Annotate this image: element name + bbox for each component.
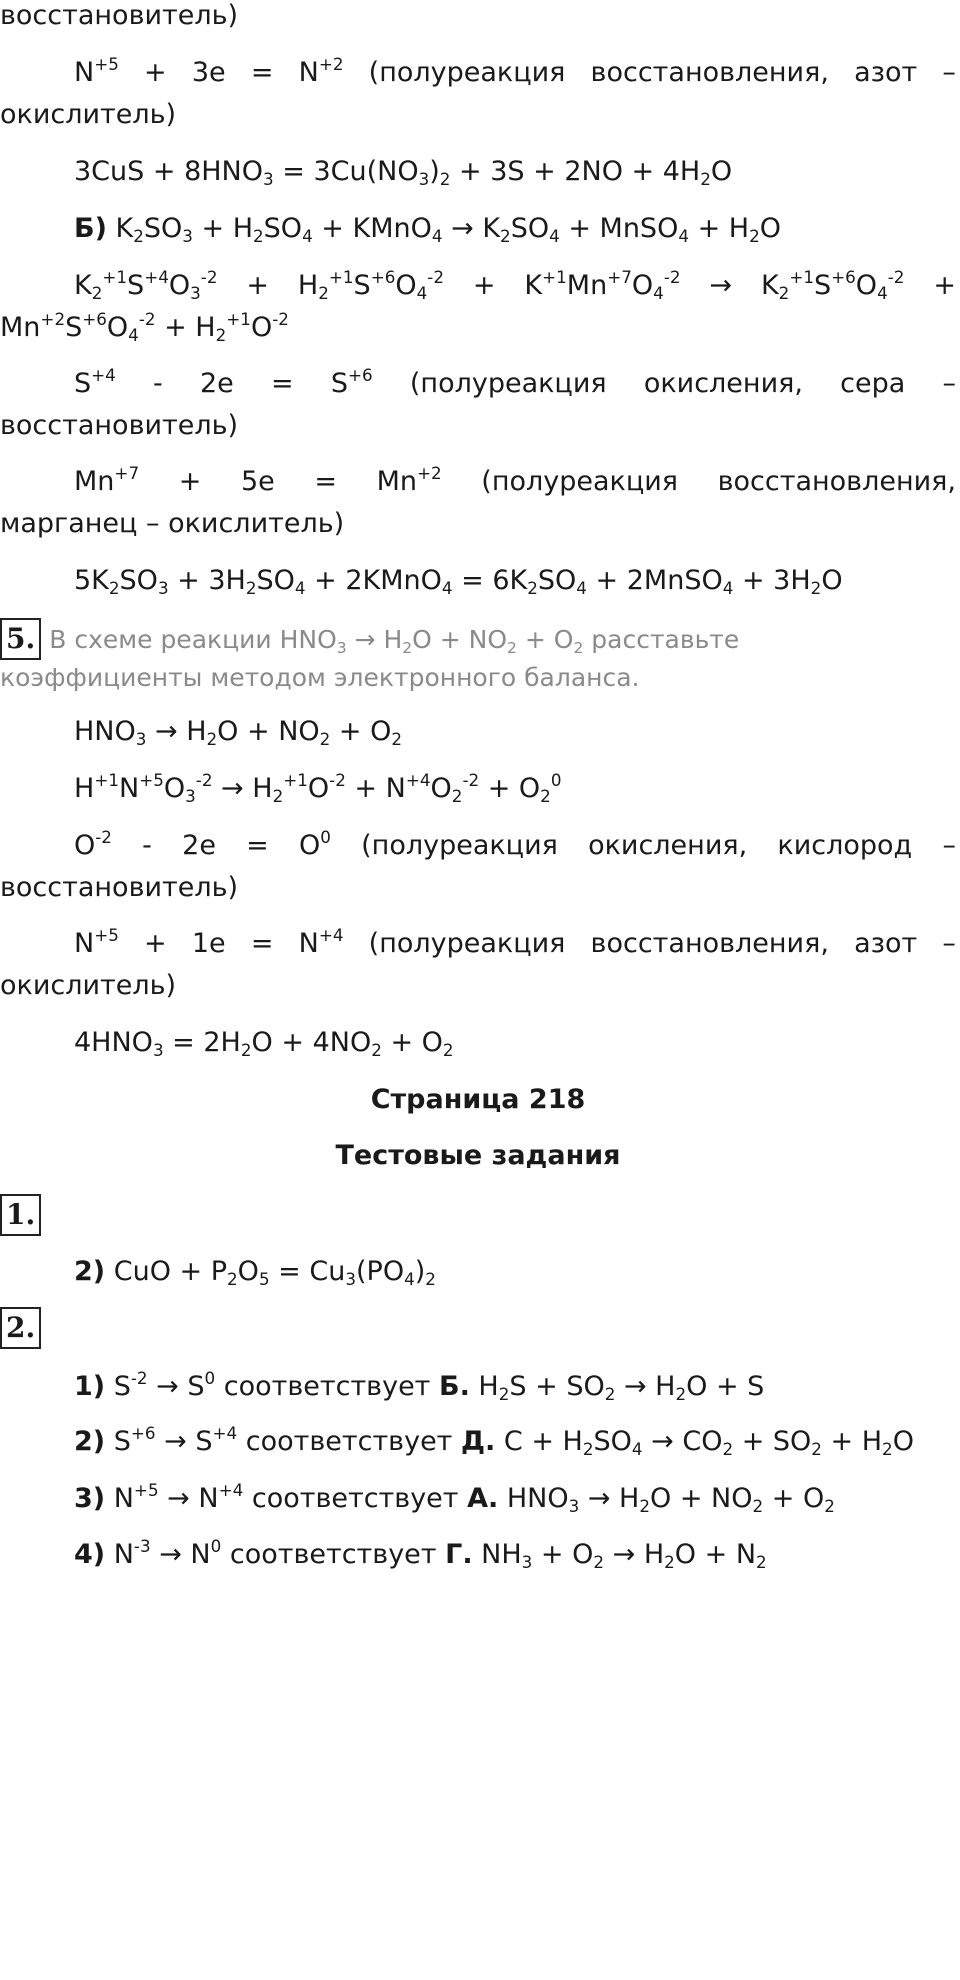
- text-line: марганец – окислитель): [0, 508, 345, 539]
- half-reaction-reduction-nitrogen-2: $N^{+5} + 1e = N^{+4}$ (полуреакция восстановления, азот –: [74, 925, 956, 959]
- equation-k2so3: $5K_2SO_3 + 3H_2SO_4$ + 2KMnO$_4$ = $6K_2SO_4$ + 2MnSO$_4$ + $3H_2O$: [74, 565, 843, 599]
- oxidation-states-b: $K_2^{+1}S^{+4}O_3^{-2} + H_2^{+1}S^{+6}O_4^{-2} + K^{+1}Mn^{+7}O_4^{-2} \to K_2^{+1}S^{+6}O_4^{-2}$ +: [74, 267, 956, 304]
- test-2-item: 1) $S^{-2} \to S^0$ соответствует Б. $H_2S + SO_2 \to H_2O + S$: [74, 1368, 765, 1405]
- text-line: восстановитель): [0, 410, 239, 441]
- oxidation-states-b-cont: $Mn^{+2}S^{+6}O_4^{-2} + H_2^{+1}O^{-2}$: [0, 309, 289, 346]
- section-heading: Тестовые задания: [335, 1140, 621, 1171]
- half-reaction-reduction-manganese: $Mn^{+7} + 5e = Mn^{+2}$ (полуреакция восстановления,: [74, 463, 956, 497]
- text-line: восстановитель): [0, 0, 239, 31]
- test-1-number: [0, 1190, 956, 1242]
- half-reaction-oxidation-sulfur: $S^{+4} - 2e = S^{+6}$ (полуреакция окисления, сера –: [74, 365, 957, 399]
- task-5-statement: 5. В схеме реакции $HNO_3 \to H_2O + NO_2 + O_2$ расставьте: [0, 614, 956, 666]
- test-2-number: [0, 1303, 956, 1355]
- test-2-item: 2) $S^{+6} \to S^{+4}$ соответствует Д. $C + H_2SO_4 \to CO_2 + SO_2 + H_2O$: [74, 1423, 914, 1460]
- half-reaction-reduction-nitrogen: $N^{+5} + 3e = N^{+2}$ (полуреакция восстановления, азот –: [74, 54, 956, 88]
- oxidation-states-hno3: $H^{+1}N^{+5}O_3^{-2} \to H_2^{+1}O^{-2} + N^{+4}O_2^{-2} + O_2^0$: [74, 770, 562, 807]
- page-heading: Страница 218: [370, 1084, 586, 1115]
- text-line: восстановитель): [0, 872, 239, 903]
- text-line: окислитель): [0, 970, 177, 1001]
- task-number-box: 1.: [0, 1194, 41, 1236]
- equation-hno3: $4HNO_3 = 2H_2O + 4NO_2 + O_2$: [74, 1027, 454, 1061]
- scheme-hno3: $HNO_3 \to H_2O + NO_2 + O_2$: [74, 716, 403, 750]
- test-2-item: 3) $N^{+5} \to N^{+4}$ соответствует А. $HNO_3 \to H_2O + NO_2 + O_2$: [74, 1480, 835, 1517]
- part-b-scheme: Б) $K_2SO_3 + H_2SO_4$ + KMnO$_4$ → $K_2SO_4$ + MnSO$_4$ + $H_2O$: [74, 213, 781, 247]
- equation-cus: $3CuS + 8HNO_3 = 3Cu(NO_3)_2 + 3S + 2NO + 4H_2O$: [74, 156, 733, 190]
- task-5-statement-cont: коэффициенты методом электронного баланса.: [0, 663, 640, 692]
- task-number-box: 2.: [0, 1307, 41, 1349]
- text-line: окислитель): [0, 99, 177, 130]
- task-number-box: 5.: [0, 618, 41, 660]
- test-1-answer: 2) CuO + $P_2O_5 = Cu_3(PO_4)_2$: [74, 1256, 436, 1290]
- half-reaction-oxidation-oxygen: $O^{-2} - 2e = O^0$ (полуреакция окисления, кислород –: [74, 827, 956, 861]
- test-2-item: 4) $N^{-3} \to N^0$ соответствует Г. $NH_3 + O_2 \to H_2O + N_2$: [74, 1536, 767, 1573]
